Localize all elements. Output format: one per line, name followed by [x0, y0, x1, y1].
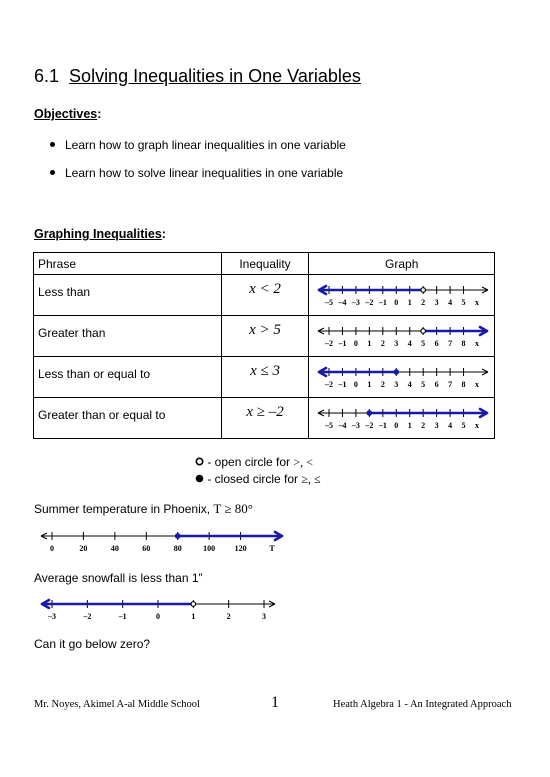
objective-item: Learn how to graph linear inequalities in one variable [50, 138, 346, 152]
tick-label: 5 [421, 339, 426, 348]
tick-label: 5 [461, 421, 466, 430]
closed-circle-marker [368, 411, 373, 416]
section-number: 6.1 [34, 66, 60, 86]
inequality-table [33, 252, 495, 439]
table-row [34, 357, 495, 398]
legend-closed: - closed circle for ≥, ≤ [195, 472, 321, 487]
tick-label: –4 [338, 421, 347, 430]
legend-open: - open circle for >, < [195, 455, 313, 470]
tick-label: –2 [325, 339, 334, 348]
tick-label: 3 [394, 380, 399, 389]
tick-label: –2 [83, 612, 92, 621]
tick-label: 1 [191, 612, 196, 621]
example-phoenix: Summer temperature in Phoenix, T ≥ 80° [34, 501, 253, 516]
footer-left: Mr. Noyes, Akimel A-al Middle School [34, 699, 200, 710]
tick-label: –1 [379, 298, 388, 307]
inequality-cell: x < 2 [221, 275, 309, 316]
phoenix-number-line [38, 527, 286, 557]
tick-label: –1 [379, 421, 388, 430]
tick-label: –2 [365, 421, 374, 430]
tick-label: –3 [352, 298, 361, 307]
inequality-cell: x > 5 [221, 316, 309, 357]
phrase-cell: Less than [34, 275, 222, 316]
tick-label: 3 [435, 421, 440, 430]
tick-label: 7 [448, 339, 453, 348]
example-snowfall: Average snowfall is less than 1” [34, 571, 203, 585]
tick-label: –4 [338, 298, 347, 307]
tick-label: x [475, 339, 480, 348]
table-row [34, 316, 495, 357]
number-line-graph [315, 322, 491, 352]
tick-label: 0 [394, 421, 399, 430]
objective-item: Learn how to solve linear inequalities in one variable [50, 166, 343, 180]
number-line-graph [315, 281, 491, 311]
open-circle-marker [421, 288, 426, 293]
tick-label: T [269, 544, 275, 553]
tick-label: 8 [461, 380, 466, 389]
phrase-cell: Greater than [34, 316, 222, 357]
tick-label: 0 [394, 298, 399, 307]
section-title: Solving Inequalities in One Variables [69, 66, 361, 86]
graphing-heading: Graphing Inequalities: [34, 227, 166, 241]
tick-label: 4 [408, 380, 413, 389]
col-header-inequality: Inequality [221, 253, 309, 275]
tick-label: –2 [325, 380, 334, 389]
tick-label: 1 [367, 380, 372, 389]
closed-circle-icon [195, 474, 204, 483]
tick-label: 20 [79, 544, 88, 553]
graph-cell [309, 275, 495, 316]
tick-label: 1 [408, 298, 413, 307]
number-line-graph [315, 404, 491, 434]
tick-label: 80 [173, 544, 182, 553]
tick-label: 5 [461, 298, 466, 307]
table-row [34, 398, 495, 439]
tick-label: –1 [118, 612, 127, 621]
tick-label: 3 [394, 339, 399, 348]
inequality-cell: x ≤ 3 [221, 357, 309, 398]
tick-label: 2 [226, 612, 231, 621]
col-header-graph: Graph [309, 253, 495, 275]
tick-label: 2 [421, 421, 426, 430]
tick-label: 2 [381, 380, 386, 389]
closed-circle-marker [175, 534, 180, 539]
page-title [34, 66, 361, 87]
graph-cell [309, 357, 495, 398]
phrase-cell: Greater than or equal to [34, 398, 222, 439]
tick-label: 5 [421, 380, 426, 389]
open-circle-icon [195, 457, 204, 466]
tick-label: 0 [354, 339, 359, 348]
tick-label: 40 [110, 544, 119, 553]
tick-label: 0 [354, 380, 359, 389]
tick-label: 4 [448, 421, 453, 430]
tick-label: –1 [338, 380, 347, 389]
tick-label: 1 [408, 421, 413, 430]
open-circle-marker [191, 602, 196, 607]
tick-label: 6 [435, 339, 440, 348]
tick-label: x [475, 380, 480, 389]
page-number: 1 [271, 694, 279, 711]
objectives-heading: Objectives: [34, 107, 102, 121]
number-line-graph [315, 363, 491, 393]
tick-label: 120 [234, 544, 247, 553]
tick-label: –3 [352, 421, 361, 430]
tick-label: 6 [435, 380, 440, 389]
graph-cell [309, 316, 495, 357]
tick-label: 8 [461, 339, 466, 348]
tick-label: –3 [48, 612, 56, 621]
tick-label: –1 [338, 339, 347, 348]
tick-label: 1 [367, 339, 372, 348]
col-header-phrase: Phrase [34, 253, 222, 275]
table-header-row [34, 253, 495, 275]
snowfall-number-line [38, 595, 278, 625]
tick-label: –2 [365, 298, 374, 307]
tick-label: 0 [50, 544, 54, 553]
table-row [34, 275, 495, 316]
tick-label: 60 [142, 544, 151, 553]
question-text: Can it go below zero? [34, 637, 151, 651]
tick-label: 3 [262, 612, 266, 621]
tick-label: 7 [448, 380, 453, 389]
tick-label: 100 [203, 544, 216, 553]
tick-label: –5 [325, 298, 334, 307]
tick-label: 2 [381, 339, 386, 348]
bullet-icon [50, 142, 55, 147]
tick-label: 4 [408, 339, 413, 348]
tick-label: 3 [435, 298, 440, 307]
closed-circle-marker [394, 370, 399, 375]
inequality-cell: x ≥ –2 [221, 398, 309, 439]
graph-cell [309, 398, 495, 439]
tick-label: –5 [325, 421, 334, 430]
open-circle-marker [421, 329, 426, 334]
phrase-cell: Less than or equal to [34, 357, 222, 398]
bullet-icon [50, 170, 55, 175]
tick-label: 0 [156, 612, 160, 621]
tick-label: x [475, 298, 480, 307]
tick-label: 4 [448, 298, 453, 307]
tick-label: x [475, 421, 480, 430]
footer-right: Heath Algebra 1 - An Integrated Approach [333, 699, 512, 710]
tick-label: 2 [421, 298, 426, 307]
